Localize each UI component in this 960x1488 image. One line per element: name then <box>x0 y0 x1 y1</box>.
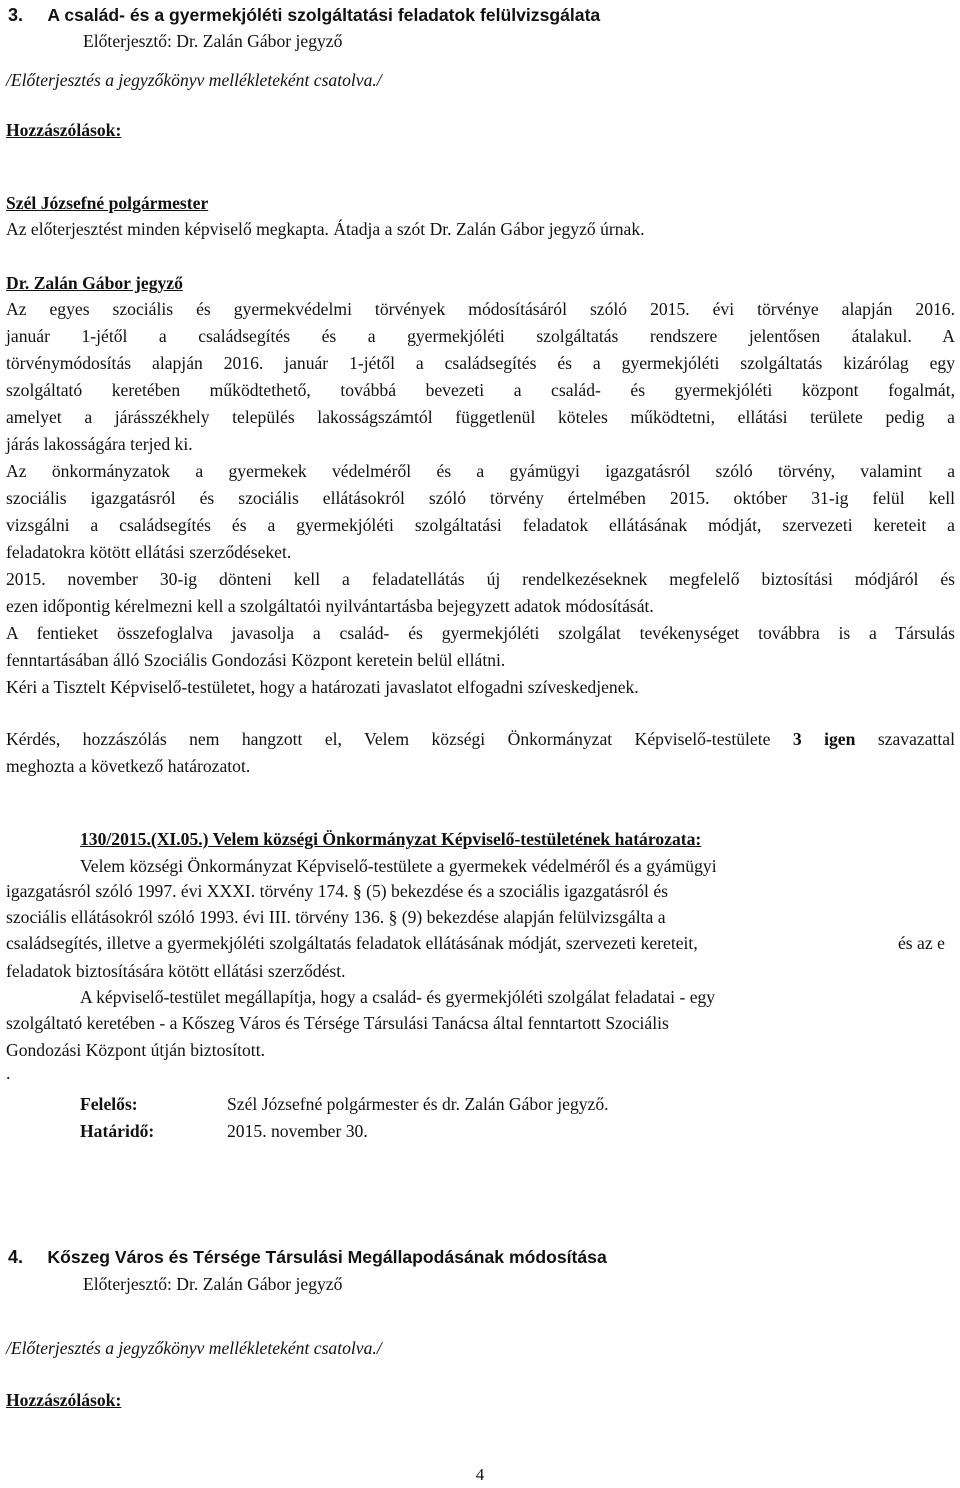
section-3-presenter: Előterjesztő: Dr. Zalán Gábor jegyző <box>83 31 343 51</box>
resolution-line: szolgáltató keretében - a Kőszeg Város és Térsége Társulási Tanácsa által fenntartott Szociális <box>6 1013 669 1033</box>
vote-text-end: szavazattal <box>855 729 955 749</box>
notary-line: törvénymódosítás alapján 2016. január 1-jétől a családsegítés és a gyermekjóléti szolgáltatás kizárólag egy <box>6 353 955 373</box>
section-4-heading <box>8 1244 607 1270</box>
speaker-mayor: Szél Józsefné polgármester <box>6 193 209 213</box>
resolution-line: feladatok biztosítására kötött ellátási szerződést. <box>6 961 346 981</box>
vote-line <box>6 726 955 752</box>
section-4-note: /Előterjesztés a jegyzőkönyv mellékleteként csatolva./ <box>6 1338 382 1358</box>
notary-line: feladatokra kötött ellátási szerződéseket. <box>6 542 292 562</box>
vote-count: 3 igen <box>792 729 856 749</box>
section-3-note: /Előterjesztés a jegyzőkönyv mellékleteként csatolva./ <box>6 70 382 90</box>
notary-line: fenntartásában álló Szociális Gondozási Központ keretein belül ellátni. <box>6 650 506 670</box>
resolution-line: Gondozási Központ útján biztosított. <box>6 1040 265 1060</box>
notary-line: A fentieket összefoglalva javasolja a család- és gyermekjóléti szolgálat tevékenységet továbbra is a Társulás <box>6 623 955 643</box>
section-3-comments-heading: Hozzászólások: <box>6 120 122 140</box>
resolution-title-text: 130/2015.(XI.05.) Velem községi Önkormányzat Képviselő-testületének határozata: <box>80 829 702 849</box>
notary-line: Kéri a Tisztelt Képviselő-testületet, hogy a határozati javaslatot elfogadni szíveskedjenek. <box>6 677 639 697</box>
notary-line: Az önkormányzatok a gyermekek védelméről és a gyámügyi igazgatásról szóló törvény, valamint a <box>6 461 955 481</box>
resolution-title <box>80 826 701 852</box>
resolution-line: szociális ellátásokról szóló 1993. évi III. törvény 136. § (9) bekezdése alapján felülvizsgálta a <box>6 907 666 927</box>
deadline-value: 2015. november 30. <box>227 1121 368 1141</box>
vote-text: Kérdés, hozzászólás nem hangzott el, Velem községi Önkormányzat Képviselő-testülete <box>6 729 793 749</box>
notary-line: járás lakosságára terjed ki. <box>6 434 193 454</box>
notary-line: vizsgálni a családsegítés és a gyermekjóléti szolgáltatási feladatok ellátásának módját, szervezeti kereteit a <box>6 515 955 535</box>
deadline-label: Határidő: <box>80 1121 155 1141</box>
notary-line: szolgáltató keretében működtethető, továbbá bevezeti a család- és gyermekjóléti központ fogalmát, <box>6 380 955 400</box>
speaker-notary: Dr. Zalán Gábor jegyző <box>6 273 183 293</box>
section-3-title: A család- és a gyermekjóléti szolgáltatási feladatok felülvizsgálata <box>47 5 601 25</box>
section-3-number: 3. <box>8 5 24 25</box>
resolution-line: A képviselő-testület megállapítja, hogy a család- és gyermekjóléti szolgálat feladatai - egy <box>80 987 716 1007</box>
notary-line: amelyet a járásszékhely település lakosságszámtól függetlenül köteles működtetni, ellátási területe pedig a <box>6 407 955 427</box>
section-4-number: 4. <box>8 1247 24 1267</box>
notary-line: 2015. november 30-ig dönteni kell a feladatellátás új rendelkezéseknek megfelelő biztosítási módjáról és <box>6 569 955 589</box>
section-4-comments-heading: Hozzászólások: <box>6 1390 122 1410</box>
responsible-value: Szél Józsefné polgármester és dr. Zalán Gábor jegyző. <box>227 1094 609 1114</box>
section-3-heading <box>8 2 600 28</box>
notary-line: január 1-jétől a családsegítés és a gyermekjóléti szolgáltatás rendszere jelentősen átalakul. A <box>6 326 955 346</box>
resolution-line: . <box>6 1063 11 1083</box>
resolution-line: Velem községi Önkormányzat Képviselő-testülete a gyermekek védelméről és a gyámügyi <box>80 856 717 876</box>
notary-line: szociális igazgatásról és szociális ellátásokról szóló törvény értelmében 2015. október 31-ig felül kell <box>6 488 955 508</box>
section-4-title: Kőszeg Város és Térsége Társulási Megállapodásának módosítása <box>47 1247 607 1267</box>
resolution-line: igazgatásról szóló 1997. évi XXXI. törvény 174. § (5) bekezdése és a szociális igazgatásról és <box>6 881 668 901</box>
notary-line: Az egyes szociális és gyermekvédelmi törvények módosításáról szóló 2015. évi törvénye alapján 2016. <box>6 299 955 319</box>
resolution-line-tail: és az e <box>898 933 945 953</box>
speaker-mayor-text: Az előterjesztést minden képviselő megkapta. Átadja a szót Dr. Zalán Gábor jegyző úrnak. <box>6 219 645 239</box>
resolution-line: családsegítés, illetve a gyermekjóléti szolgáltatás feladatok ellátásának módját, szervezeti kereteit, <box>6 933 698 953</box>
section-4-presenter: Előterjesztő: Dr. Zalán Gábor jegyző <box>83 1274 343 1294</box>
page-number: 4 <box>475 1465 485 1484</box>
responsible-label: Felelős: <box>80 1094 138 1114</box>
notary-line: ezen időpontig kérelmezni kell a szolgáltatói nyilvántartásba bejegyzett adatok módosítását. <box>6 596 654 616</box>
vote-line-2: meghozta a következő határozatot. <box>6 756 251 776</box>
